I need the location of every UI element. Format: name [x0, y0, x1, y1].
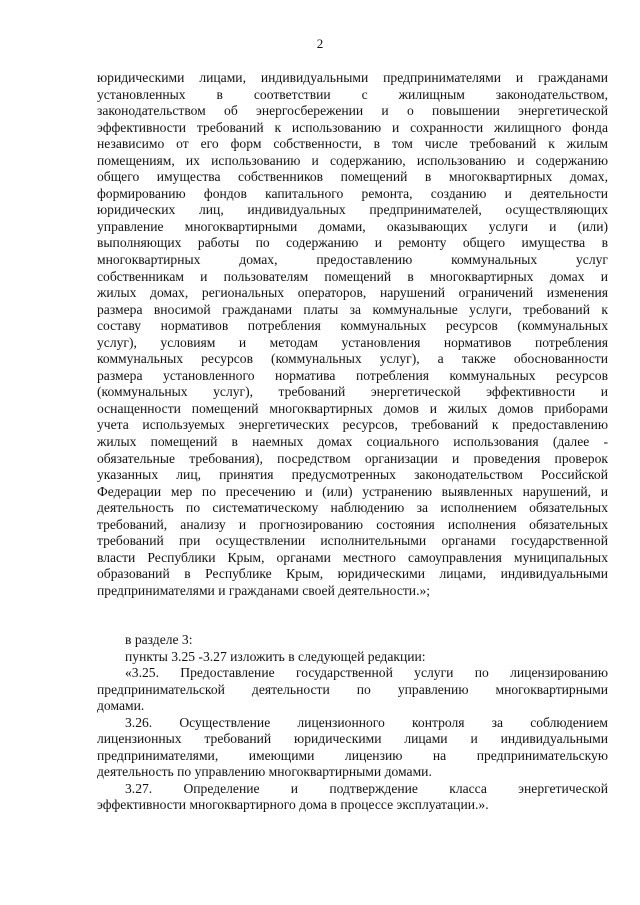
text-line: власти Республики Крым, органами местного самоуправления муниципальных — [97, 549, 608, 565]
section-heading: в разделе 3: — [125, 632, 193, 647]
text-line: помещениям, их использованию и содержанию, использованию и содержанию — [97, 152, 608, 168]
page-number: 2 — [316, 36, 324, 51]
text-line: эффективности требований к использованию и сохранности жилищного фонда — [97, 119, 608, 135]
item-3-26-line: предпринимателями, имеющими лицензию на предпринимательскую — [97, 747, 608, 763]
text-line: собственникам и пользователям помещений в многоквартирных домах и — [97, 268, 608, 284]
text-line: требований, анализу и прогнозированию состояния исполнения обязательных — [97, 516, 608, 532]
text-line: составу нормативов потребления коммунальных ресурсов (коммунальных — [97, 318, 608, 334]
text-line: выполняющих работы по содержанию и ремонту общего имущества в — [97, 235, 608, 251]
text-line: законодательством об энергосбережении и о повышении энергетической — [97, 103, 608, 119]
text-line: общего имущества собственников помещений в многоквартирных домах, — [97, 169, 608, 185]
text-line: учета используемых энергетических ресурсов, требований к предоставлению — [97, 417, 608, 433]
text-line: оснащенности помещений многоквартирных домов и жилых домов приборами — [97, 400, 608, 416]
text-line: образований в Республике Крым, юридическими лицами, индивидуальными — [97, 566, 608, 582]
text-line: жилых помещений в наемных домах социального использования (далее - — [97, 434, 608, 450]
text-line: требований при осуществлении исполнительными органами государственной — [97, 533, 608, 549]
text-line: размера вносимой гражданами платы за коммунальные услуги, требований к — [97, 301, 608, 317]
item-3-26-line: лицензионных требований юридическими лицами и индивидуальными — [97, 731, 608, 747]
text-line: управление многоквартирными домами, оказывающих услуги и (или) — [97, 218, 608, 234]
text-line: указанных лиц, принятия предусмотренных законодательством Российской — [97, 467, 608, 483]
item-3-25-line: предпринимательской деятельности по управлению многоквартирными — [97, 681, 608, 697]
text-line: коммунальных ресурсов (коммунальных услуг), а также обоснованности — [97, 351, 608, 367]
text-line: юридическими лицами, индивидуальными предпринимателями и гражданами — [97, 70, 608, 85]
text-line: юридических лиц, индивидуальных предпринимателей, осуществляющих — [97, 202, 608, 218]
text-line: услуг), условиям и методам установления нормативов потребления — [97, 334, 608, 350]
text-line: обязательные требования), посредством организации и проведения проверок — [97, 450, 608, 466]
text-line: жилых домах, региональных операторов, нарушений ограничений изменения — [97, 285, 608, 301]
amendments-block — [97, 632, 608, 814]
item-3-27-line: эффективности многоквартирного дома в процессе эксплуатации.». — [97, 797, 489, 813]
text-line: установленных в соответствии с жилищным законодательством, — [97, 86, 608, 102]
text-line: независимо от его форм собственности, в том числе требований к жилым — [97, 136, 608, 152]
text-line: (коммунальных услуг), требований энергетической эффективности и — [97, 384, 608, 400]
points-intro: пункты 3.25 -3.27 изложить в следующей редакции: — [125, 648, 426, 664]
item-3-26-line: 3.26. Осуществление лицензионного контроля за соблюдением — [125, 714, 608, 730]
item-3-26-line: деятельность по управлению многоквартирными домами. — [97, 764, 432, 780]
text-line: размера установленного норматива потребления коммунальных ресурсов — [97, 367, 608, 383]
item-3-25-line: «3.25. Предоставление государственной услуги по лицензированию — [125, 665, 608, 681]
text-line: деятельность по систематическому наблюдению за исполнением обязательных — [97, 500, 608, 516]
text-line: формированию фондов капитального ремонта, созданию и деятельности — [97, 185, 608, 201]
item-3-25-line: домами. — [97, 698, 145, 714]
text-line: Федерации мер по пресечению и (или) устранению выявленных нарушений, и — [97, 483, 608, 499]
item-3-27-line: 3.27. Определение и подтверждение класса энергетической — [125, 780, 608, 796]
text-line: предпринимателями и гражданами своей деятельности.»; — [97, 582, 431, 598]
paragraph-main — [97, 70, 608, 600]
text-line: многоквартирных домах, предоставлению коммунальных услуг — [97, 252, 608, 268]
